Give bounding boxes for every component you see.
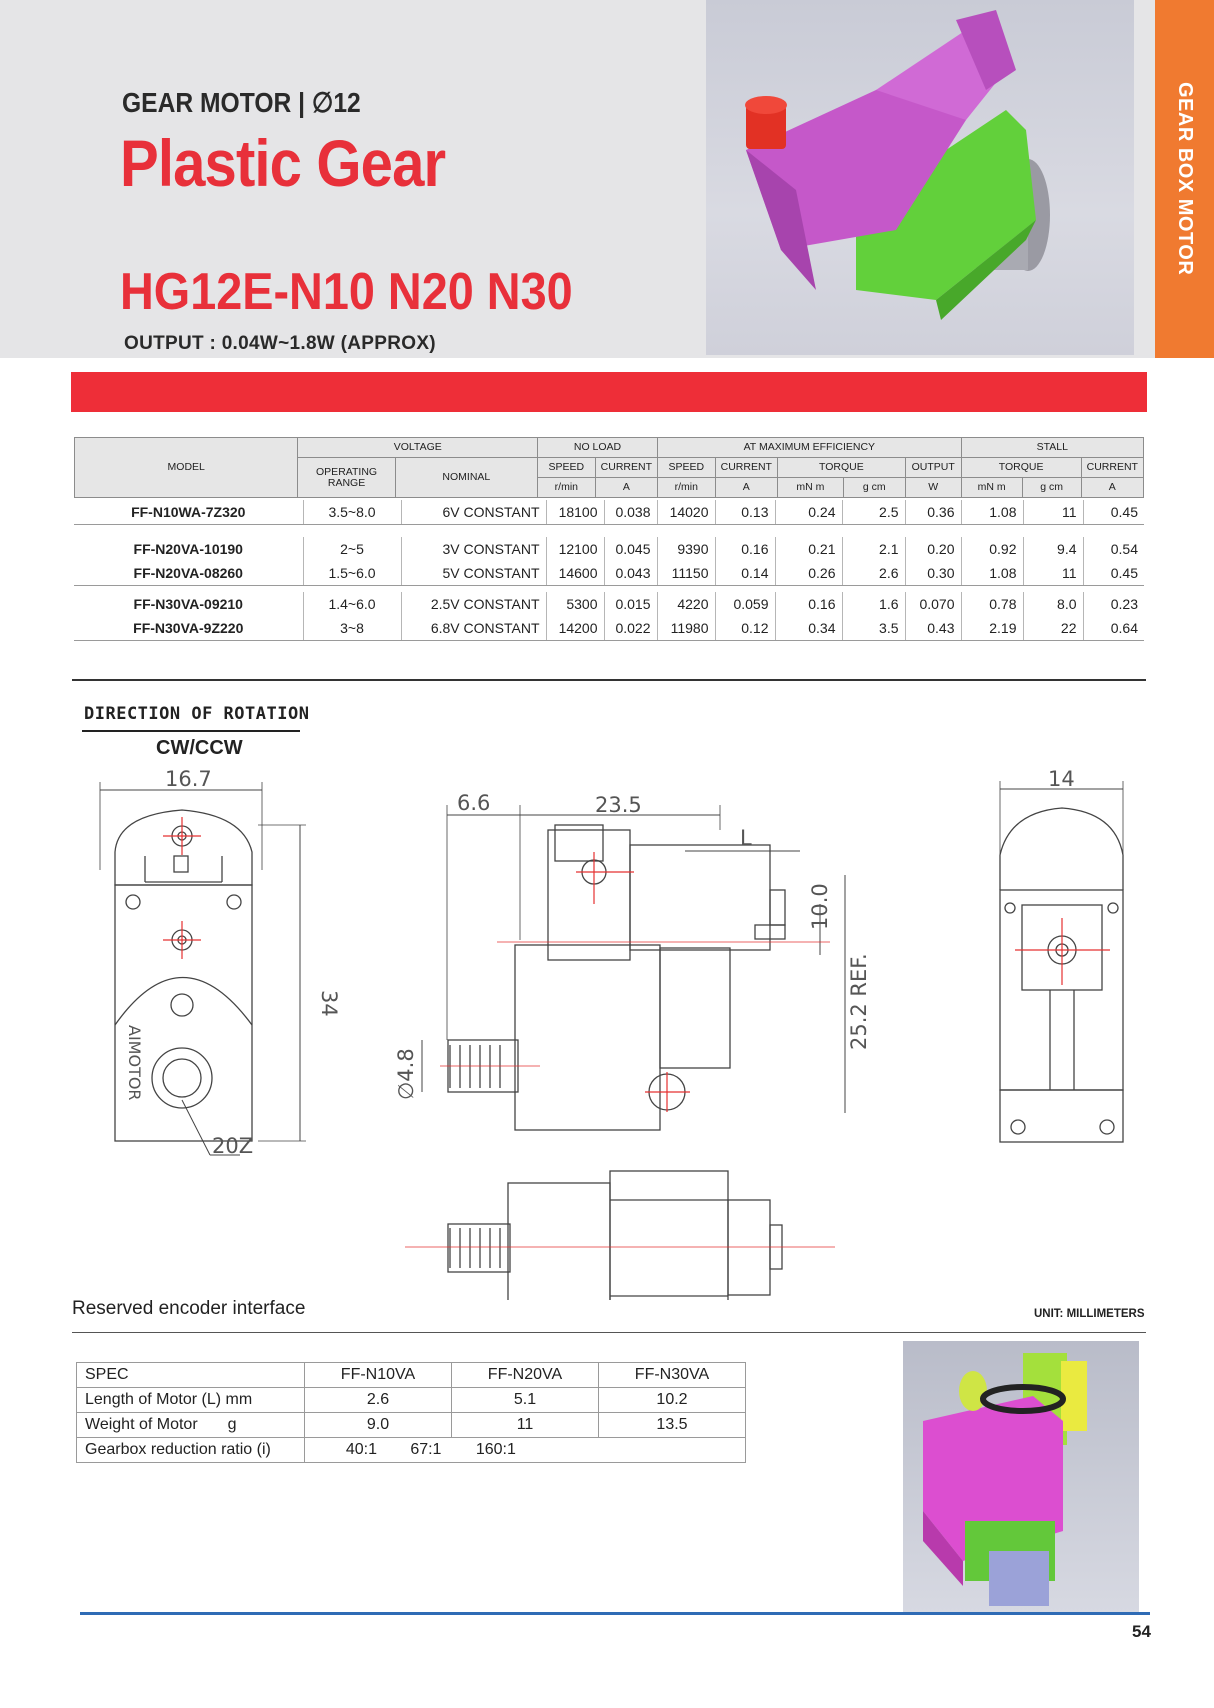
table-cell: 4220 (657, 592, 715, 616)
table-cell: 6.8V CONSTANT (401, 616, 546, 641)
table-cell: 0.022 (604, 616, 657, 641)
model-cell: FF-N20VA-08260 (74, 561, 303, 586)
spec-weight-n30: 13.5 (599, 1413, 746, 1438)
header-stall: STALL (961, 438, 1143, 458)
spec-weight-label: Weight of Motor (85, 1416, 198, 1433)
table-cell: 5V CONSTANT (401, 561, 546, 586)
product-category: GEAR MOTOR | ∅12 (122, 87, 361, 118)
accent-band (71, 372, 1147, 412)
table-row (74, 537, 1144, 561)
header-operating-range: OPERATING RANGE (298, 458, 395, 498)
header-torque: TORQUE (777, 458, 905, 478)
table-row (74, 616, 1144, 641)
model-cell: FF-N10WA-7Z320 (74, 500, 303, 525)
table-cell: 0.13 (715, 500, 775, 525)
dim-14: 14 (1048, 767, 1075, 791)
dim-diameter-4-8: ∅4.8 (394, 1048, 418, 1100)
model-series: HG12E-N10 N20 N30 (120, 263, 573, 321)
header-speed: SPEED (658, 458, 716, 478)
motor-encoder-image (903, 1341, 1139, 1613)
encoder-note: Reserved encoder interface (72, 1298, 306, 1319)
table-cell: 1.6 (842, 592, 905, 616)
table-cell: 3.5~8.0 (303, 500, 401, 525)
dim-height-34: 34 (317, 990, 341, 1017)
unit-gcm: g cm (843, 478, 905, 498)
unit-a: A (715, 478, 777, 498)
performance-table-header (74, 437, 1144, 498)
spec-weight-unit: g (227, 1416, 237, 1433)
table-cell: 0.16 (715, 537, 775, 561)
table-cell: 0.14 (715, 561, 775, 586)
page-number: 54 (1132, 1622, 1151, 1641)
table-cell: 0.043 (604, 561, 657, 586)
table-cell: 2.6 (842, 561, 905, 586)
model-cell: FF-N30VA-9Z220 (74, 616, 303, 641)
rotation-underline (82, 730, 300, 732)
side-tab-label: GEAR BOX MOTOR (1174, 82, 1196, 276)
table-cell: 0.78 (961, 592, 1023, 616)
spec-weight-label-cell (77, 1413, 305, 1438)
unit-rmin: r/min (658, 478, 716, 498)
performance-group-n20 (74, 537, 1144, 586)
gear-teeth-label: 20Z (212, 1134, 254, 1158)
table-cell: 0.26 (775, 561, 842, 586)
unit-mnm: mN m (777, 478, 843, 498)
table-cell: 1.08 (961, 561, 1023, 586)
table-cell: 0.045 (604, 537, 657, 561)
header-torque: TORQUE (961, 458, 1081, 478)
table-cell: 14200 (546, 616, 604, 641)
unit-note: UNIT: MILLIMETERS (1034, 1308, 1145, 1320)
table-cell: 0.038 (604, 500, 657, 525)
unit-a: A (1081, 478, 1143, 498)
table-cell: 1.5~6.0 (303, 561, 401, 586)
table-cell: 0.45 (1083, 561, 1144, 586)
spec-length-n30: 10.2 (599, 1388, 746, 1413)
spec-ratio-label: Gearbox reduction ratio (i) (77, 1438, 305, 1463)
header-max-efficiency: AT MAXIMUM EFFICIENCY (658, 438, 962, 458)
table-cell: 2.19 (961, 616, 1023, 641)
rotation-label: DIRECTION OF ROTATION (84, 704, 310, 724)
table-cell: 11150 (657, 561, 715, 586)
dim-10: 10.0 (808, 883, 832, 930)
dim-25-2-ref: 25.2 REF. (847, 953, 871, 1050)
table-cell: 0.36 (905, 500, 961, 525)
header-current: CURRENT (595, 458, 657, 478)
spec-head-n20: FF-N20VA (452, 1363, 599, 1388)
table-cell: 12100 (546, 537, 604, 561)
header-speed: SPEED (538, 458, 596, 478)
table-cell: 0.92 (961, 537, 1023, 561)
spec-length-n10: 2.6 (305, 1388, 452, 1413)
table-cell: 2.5V CONSTANT (401, 592, 546, 616)
table-cell: 0.21 (775, 537, 842, 561)
brand-mark: AIMOTOR (125, 1025, 144, 1101)
motor-product-image (706, 0, 1134, 355)
table-cell: 2.1 (842, 537, 905, 561)
spec-table (76, 1362, 746, 1463)
table-row (74, 561, 1144, 586)
dim-l: L (740, 826, 752, 850)
unit-w: W (905, 478, 961, 498)
spec-ratio-40: 40:1 (345, 1441, 377, 1458)
table-cell: 0.64 (1083, 616, 1144, 641)
dim-width-16-7: 16.7 (165, 767, 212, 791)
header-voltage: VOLTAGE (298, 438, 538, 458)
section-divider (72, 1332, 1146, 1333)
table-cell: 11 (1023, 500, 1083, 525)
dim-23-5: 23.5 (595, 793, 642, 817)
unit-rmin: r/min (538, 478, 596, 498)
table-cell: 0.54 (1083, 537, 1144, 561)
table-cell: 0.43 (905, 616, 961, 641)
table-cell: 3.5 (842, 616, 905, 641)
header-no-load: NO LOAD (538, 438, 658, 458)
header-output: OUTPUT (905, 458, 961, 478)
model-cell: FF-N20VA-10190 (133, 541, 243, 557)
table-cell: 2~5 (303, 537, 401, 561)
technical-drawing (0, 760, 1214, 1300)
table-cell: 3V CONSTANT (401, 537, 546, 561)
table-cell: 0.45 (1083, 500, 1144, 525)
rotation-value: CW/CCW (156, 737, 243, 759)
spec-length-n20: 5.1 (452, 1388, 599, 1413)
spec-head-n10: FF-N10VA (305, 1363, 452, 1388)
spec-head-n30: FF-N30VA (599, 1363, 746, 1388)
table-cell: 1.4~6.0 (303, 592, 401, 616)
footer-rule (80, 1612, 1150, 1615)
spec-head-label: SPEC (77, 1363, 305, 1388)
table-cell: 11980 (657, 616, 715, 641)
table-cell: 1.08 (961, 500, 1023, 525)
header-nominal: NOMINAL (395, 458, 537, 498)
table-cell: 0.16 (775, 592, 842, 616)
table-cell: 3~8 (303, 616, 401, 641)
table-cell: 2.5 (842, 500, 905, 525)
table-cell: 0.23 (1083, 592, 1144, 616)
table-cell: 22 (1023, 616, 1083, 641)
table-cell: 8.0 (1023, 592, 1083, 616)
table-cell: 14020 (657, 500, 715, 525)
product-title: Plastic Gear (120, 126, 446, 200)
spec-weight-n20: 11 (452, 1413, 599, 1438)
performance-group-n30 (74, 592, 1144, 641)
header-current: CURRENT (715, 458, 777, 478)
table-cell: 0.070 (905, 592, 961, 616)
header-current: CURRENT (1081, 458, 1143, 478)
unit-gcm: g cm (1022, 478, 1081, 498)
table-cell: 0.24 (775, 500, 842, 525)
table-cell: 0.30 (905, 561, 961, 586)
spec-ratio-160: 160:1 (475, 1441, 516, 1458)
table-row (74, 500, 1144, 525)
output-range: OUTPUT : 0.04W~1.8W (APPROX) (124, 333, 436, 354)
performance-group-n10 (74, 500, 1144, 525)
table-cell: 0.20 (905, 537, 961, 561)
unit-a: A (595, 478, 657, 498)
table-cell: 18100 (546, 500, 604, 525)
table-cell: 6V CONSTANT (401, 500, 546, 525)
table-cell: 0.015 (604, 592, 657, 616)
dim-6-6: 6.6 (457, 791, 491, 815)
model-cell: FF-N30VA-09210 (133, 596, 243, 612)
table-cell: 0.34 (775, 616, 842, 641)
table-cell: 0.059 (715, 592, 775, 616)
section-divider (72, 679, 1146, 681)
table-cell: 14600 (546, 561, 604, 586)
table-cell: 9390 (657, 537, 715, 561)
spec-ratio-cell (305, 1438, 746, 1463)
table-cell: 9.4 (1023, 537, 1083, 561)
table-cell: 11 (1023, 561, 1083, 586)
table-cell: 5300 (546, 592, 604, 616)
table-row (74, 592, 1144, 616)
spec-ratio-67: 67:1 (410, 1441, 442, 1458)
header-model: MODEL (75, 438, 298, 498)
unit-mnm: mN m (961, 478, 1022, 498)
table-cell: 0.12 (715, 616, 775, 641)
spec-weight-n10: 9.0 (305, 1413, 452, 1438)
spec-length-label: Length of Motor (L) mm (77, 1388, 305, 1413)
